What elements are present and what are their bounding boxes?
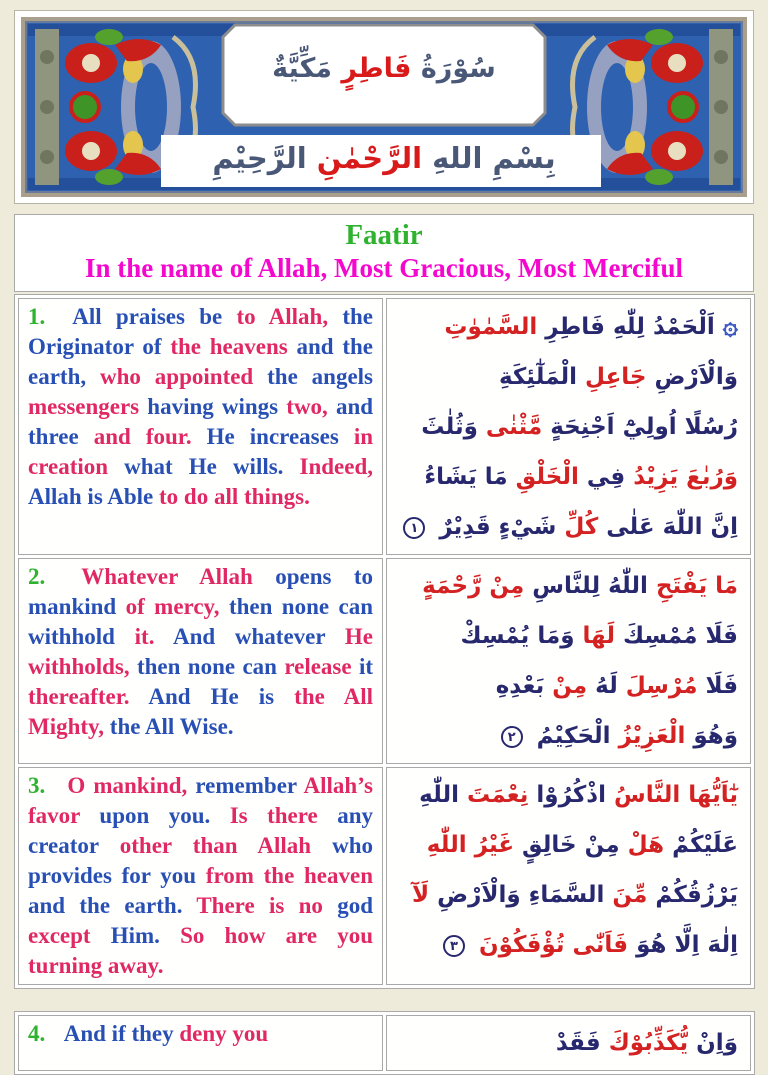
text-segment: what He wills. [124,454,284,479]
text-segment: Allah’s favor [28,773,373,828]
text-segment: اِلٰهَ اِلَّا هُوَ [628,932,738,958]
section-gap [14,989,754,1011]
verse-2-english-cell [18,558,383,764]
arabic-verse-line [399,770,738,820]
text-segment: deny you [179,1021,269,1046]
rub-el-hizb-ornament-icon: ۞ [722,311,738,341]
arabic-verse-line [399,820,738,870]
text-segment: the angels [267,364,374,389]
verse-1-english-text [28,302,373,512]
arabic-verse-line [399,870,738,920]
text-segment: اَلْحَمْدُ لِلّٰهِ فَاطِرِ [537,314,723,340]
text-segment: كُلِّ [556,514,599,540]
text-segment: and the earth, [28,334,373,389]
text-segment: Whatever Allah [81,564,253,589]
text-segment: god [337,893,373,918]
verse-end-marker: ٣ [443,935,465,957]
text-segment: Is there [229,803,318,828]
text-segment: opens to mankind [28,564,374,619]
text-segment: And He is [148,684,275,709]
verse-row-3 [18,767,751,985]
text-segment: Him. [110,923,160,948]
text-segment: اللّٰهُ لِلنَّاسِ [524,573,648,599]
text-segment: قَدِيْرٌ [431,514,491,540]
verses-table [14,294,755,989]
arabic-verse-line [399,711,738,761]
text-segment: هَلْ [619,832,665,858]
text-segment: and three [28,394,374,449]
text-segment: جَاعِلِ [577,364,647,390]
text-segment: فَقَدْ [555,1030,601,1056]
text-segment: الْحَكِيْمُ [528,723,611,749]
verse-row-1 [18,298,751,555]
surah-header-banner [14,10,754,204]
text-segment: وَرُبٰعَ يَزِيْدُ [625,464,738,490]
text-segment: and the earth. [28,893,183,918]
text-segment: to do all things. [159,484,310,509]
verse-2-english-text [28,562,373,742]
arabic-verse-line [399,661,738,711]
text-segment: نِعْمَتَ [459,782,529,808]
text-segment: upon you. [99,803,211,828]
banner-surah-name-calligraphy [15,53,753,84]
verse-end-marker: ٢ [501,726,523,748]
arabic-verse-line [399,611,738,661]
text-segment: it [358,654,373,679]
text-segment: الْعَزِيْزُ [610,723,686,749]
arabic-verse-line [399,561,738,611]
text-segment: فَلَا [697,673,738,699]
text-segment: عَلَيْكُمْ [664,832,738,858]
text-segment: فَاَنّٰى تُؤْفَكُوْنَ [470,932,629,958]
text-segment: مَا يَشَاءُ [424,464,508,490]
text-segment: to Allah, [236,304,329,329]
text-segment: السَّمَاءِ وَالْاَرْضِ [429,882,605,908]
text-segment: any creator [28,803,373,858]
text-segment: messengers [28,394,140,419]
text-segment: having wings [147,394,279,419]
text-segment: فِي [578,464,626,490]
arabic-verse-line [399,502,738,552]
verse-1-arabic-cell [386,298,751,555]
text-segment: سُوْرَةُ [411,53,496,84]
text-segment: All praises be [72,304,223,329]
text-segment: in creation [28,424,374,479]
text-segment: فَلَا مُمْسِكَ [614,623,738,649]
text-segment: who provides for you [28,833,373,888]
text-segment: وَالْاَرْضِ [646,364,738,390]
title-box [14,214,754,292]
text-segment: اللّٰهِ [419,782,459,808]
verse-end-marker: ١ [403,517,425,539]
verses-table-continued [14,1011,755,1075]
verse-row-4 [18,1015,751,1071]
text-segment: O mankind, [67,773,188,798]
text-segment: And if they [63,1021,174,1046]
text-segment: مَا يَفْتَحِ [647,573,738,599]
text-segment: وَهُوَ [685,723,738,749]
text-segment: He withholds, [28,624,373,679]
text-segment: So how are you turning away. [28,923,374,978]
verse-4-arabic-cell [386,1015,751,1071]
verse-3-arabic-cell [386,767,751,985]
text-segment: two, [286,394,328,419]
text-segment: غَيْرُ اللّٰهِ [426,832,515,858]
text-segment: الرَّحِيْمِ [212,141,307,175]
text-segment: 1. [28,304,46,329]
text-segment: الْخَلْقِ [507,464,579,490]
surah-title: Faatir [345,219,423,251]
arabic-verse-line [399,301,738,352]
text-segment: بَعْدِهِ [495,673,545,699]
text-segment: وَثُلٰثَ [421,414,478,440]
verse-row-2 [18,558,751,764]
text-segment: الرَّحْمٰنِ [306,141,423,175]
text-segment: of mercy, [125,594,220,619]
text-segment: then none can [136,654,277,679]
text-segment: لَآ [411,882,430,908]
text-segment: the heavens [170,334,288,359]
banner-bismillah-calligraphy [15,141,753,175]
text-segment: لَهُ [587,673,618,699]
text-segment: الْمَلٰٓئِكَةِ [498,364,578,390]
arabic-verse-line [399,920,738,970]
text-segment: 3. [28,773,46,798]
text-segment: then none can withhold [28,594,374,649]
text-segment: السَّمٰوٰتِ [444,314,538,340]
text-segment: يُّكَذِّبُوْكَ [600,1030,689,1056]
text-segment: مُرْسِلَ [617,673,698,699]
text-segment: 4. [28,1021,46,1046]
verse-4-english-cell [18,1015,383,1071]
text-segment: remember [195,773,297,798]
text-segment: مَّثْنٰى [477,414,543,440]
text-segment: فَاطِرٍ [341,53,412,84]
text-segment: from the heaven [205,863,374,888]
text-segment: the All Mighty, [28,684,374,739]
arabic-verse-line [399,452,738,502]
text-segment: He increases [206,424,339,449]
text-segment: مِّنَ [604,882,648,908]
text-segment: it. [134,624,155,649]
text-segment: who appointed [100,364,254,389]
text-segment: And whatever [172,624,326,649]
bismillah-translation: In the name of Allah, Most Gracious, Most Merciful [85,253,683,283]
text-segment: رُسُلًا اُولِيْٓ اَجْنِحَةٍ [542,414,738,440]
text-segment: 2. [28,564,46,589]
arabic-verse-line [399,1018,738,1068]
arabic-verse-line [399,352,738,402]
text-segment: يَرْزُقُكُمْ [647,882,738,908]
text-segment: the All Wise. [109,714,234,739]
verse-2-arabic-cell [386,558,751,764]
text-segment: release [284,654,352,679]
text-segment: اذْكُرُوْا [528,782,606,808]
text-segment: شَيْءٍ [490,514,557,540]
text-segment: There is no [196,893,323,918]
text-segment: thereafter. [28,684,130,709]
text-segment: اِنَّ اللّٰهَ عَلٰى [598,514,738,540]
text-segment: Allah is Able [28,484,154,509]
verse-3-english-text [28,771,373,981]
arabic-verse-line [399,402,738,452]
text-segment: the Originator of [28,304,374,359]
text-segment: except [28,923,91,948]
text-segment: يٰٓاَيُّهَا النَّاسُ [605,782,738,808]
verse-1-english-cell [18,298,383,555]
text-segment: مِنْ رَّحْمَةٍ [422,573,525,599]
text-segment: and four. [93,424,192,449]
verse-4-english-text [28,1019,373,1049]
text-segment: other than Allah [119,833,312,858]
text-segment: وَاِنْ [688,1030,738,1056]
text-segment: بِسْمِ اللهِ [422,141,556,175]
verse-3-english-cell [18,767,383,985]
text-segment: وَمَا يُمْسِكْ [460,623,575,649]
text-segment: مَكِّيَّةٌ [272,53,332,84]
text-segment: لَهَا [574,623,615,649]
text-segment: مِنْ خَالِقٍ [514,832,620,858]
text-segment: Indeed, [299,454,374,479]
text-segment: مِنْ [544,673,588,699]
